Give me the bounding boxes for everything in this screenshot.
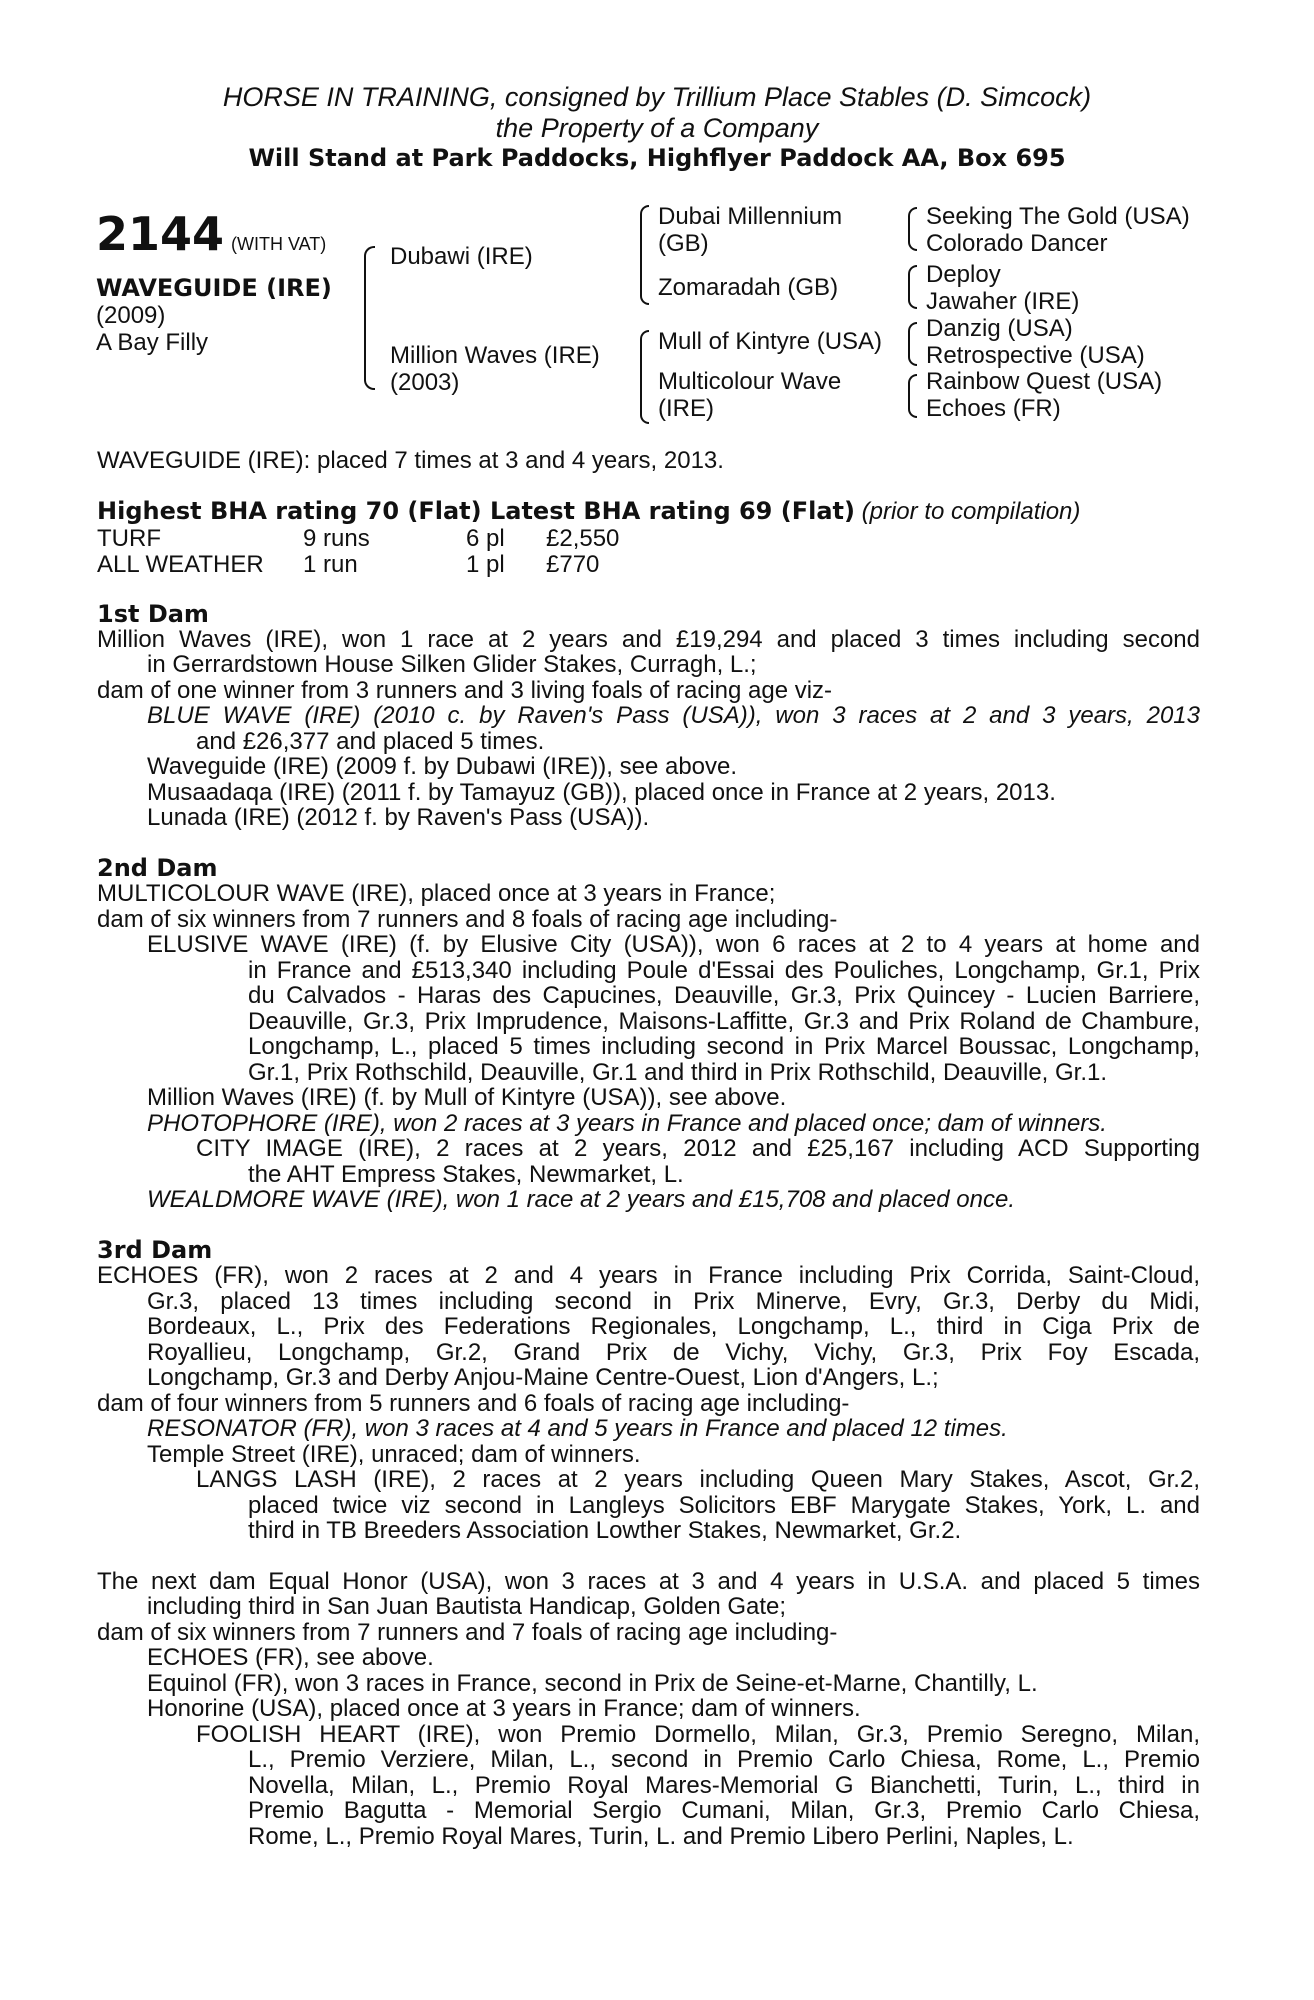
dam-dam-line2: (IRE) [658,395,714,422]
first-dam-heading: 1st Dam [97,600,209,628]
pedigree-brace [908,374,917,418]
pedigree-sss: Seeking The Gold (USA) [926,203,1190,230]
record-placed: 6 pl [466,525,505,552]
stand-location: Will Stand at Park Paddocks, Highflyer Paddock AA, Box 695 [248,144,1066,172]
next-dam-line: Premio Bagutta - Memorial Sergio Cumani, Milan, Gr.3, Premio Carlo Chiesa, [248,1797,1200,1824]
first-dam-line: and £26,377 and placed 5 times. [196,728,545,755]
third-dam-line: dam of four winners from 5 runners and 6 foals of racing age including- [97,1390,850,1417]
first-dam-line: Waveguide (IRE) (2009 f. by Dubawi (IRE)), see above. [147,753,738,780]
sire-dam: Zomaradah (GB) [658,274,839,301]
next-dam-line: Honorine (USA), placed once at 3 years in France; dam of winners. [147,1695,861,1722]
pedigree-sds: Deploy [926,261,1001,288]
third-dam-line: Longchamp, Gr.3 and Derby Anjou-Maine Centre-Ouest, Lion d'Angers, L.; [147,1364,939,1391]
foaling-year: (2009) [96,302,166,329]
dam-line1: Million Waves (IRE) [390,342,600,369]
second-dam-line: PHOTOPHORE (IRE), won 2 races at 3 years in France and placed once; dam of winners. [147,1110,1107,1137]
record-placed: 1 pl [466,551,505,578]
horse-name: WAVEGUIDE (IRE) [96,274,332,302]
next-dam-line: FOOLISH HEART (IRE), won Premio Dormello, Milan, Gr.3, Premio Seregno, Milan, [196,1721,1200,1748]
pedigree-dsd: Retrospective (USA) [926,342,1145,369]
second-dam-line: WEALDMORE WAVE (IRE), won 1 race at 2 years and £15,708 and placed once. [147,1186,1015,1213]
pedigree-brace [640,205,649,305]
consignment-line: HORSE IN TRAINING, consigned by Trillium Place Stables (D. Simcock) [222,82,1092,112]
next-dam-line: Equinol (FR), won 3 races in France, second in Prix de Seine-et-Marne, Chantilly, L. [147,1670,1038,1697]
horse-description: A Bay Filly [96,329,209,356]
first-dam-line: dam of one winner from 3 runners and 3 living foals of racing age viz- [97,677,833,704]
sire: Dubawi (IRE) [390,243,533,270]
second-dam-line: the AHT Empress Stakes, Newmarket, L. [248,1161,684,1188]
pedigree-brace [908,207,917,251]
dam-line2: (2003) [390,369,460,396]
next-dam-line: ECHOES (FR), see above. [147,1644,434,1671]
lot-number-block [96,207,326,261]
sire-sire-line1: Dubai Millennium [658,203,843,230]
second-dam-line: CITY IMAGE (IRE), 2 races at 2 years, 2012 and £25,167 including ACD Supporting [196,1135,1200,1162]
pedigree-ddd: Echoes (FR) [926,395,1061,422]
next-dam-line: Novella, Milan, L., Premio Royal Mares-Memorial G Bianchetti, Turin, L., third in [248,1772,1200,1799]
second-dam-line: ELUSIVE WAVE (IRE) (f. by Elusive City (USA)), won 6 races at 2 to 4 years at home and [147,931,1200,958]
second-dam-line: du Calvados - Haras des Capucines, Deauville, Gr.3, Prix Quincey - Lucien Barriere, [248,982,1200,1009]
record-surface: TURF [97,525,161,552]
record-runs: 1 run [303,551,358,578]
pedigree-brace [908,265,917,309]
next-dam-line: dam of six winners from 7 runners and 7 foals of racing age including- [97,1619,838,1646]
second-dam-line: Longchamp, L., placed 5 times including second in Prix Marcel Boussac, Longchamp, [248,1033,1200,1060]
third-dam-line: third in TB Breeders Association Lowther Stakes, Newmarket, Gr.2. [248,1517,962,1544]
next-dam-line: L., Premio Verziere, Milan, L., second in Premio Carlo Chiesa, Rome, L., Premio [248,1746,1200,1773]
next-dam-line: The next dam Equal Honor (USA), won 3 races at 3 and 4 years in U.S.A. and placed 5 times [97,1568,1200,1595]
second-dam-line: MULTICOLOUR WAVE (IRE), placed once at 3 years in France; [97,880,776,907]
pedigree-brace [640,330,649,424]
next-dam-line: including third in San Juan Bautista Handicap, Golden Gate; [147,1593,787,1620]
first-dam-line: Musaadaqa (IRE) (2011 f. by Tamayuz (GB)), placed once in France at 2 years, 2013. [147,779,1056,806]
dam-sire: Mull of Kintyre (USA) [658,328,883,355]
bha-rating [97,499,1080,525]
lot-number: 2144 [96,207,225,261]
rating-values: Highest BHA rating 70 (Flat) Latest BHA rating 69 (Flat) [97,497,855,525]
race-summary: WAVEGUIDE (IRE): placed 7 times at 3 and 4 years, 2013. [97,447,724,474]
third-dam-line: LANGS LASH (IRE), 2 races at 2 years including Queen Mary Stakes, Ascot, Gr.2, [196,1466,1200,1493]
third-dam-heading: 3rd Dam [97,1236,213,1264]
next-dam-line: Rome, L., Premio Royal Mares, Turin, L. and Premio Libero Perlini, Naples, L. [248,1823,1074,1850]
record-surface: ALL WEATHER [97,551,264,578]
pedigree-dds: Rainbow Quest (USA) [926,368,1163,395]
pedigree-brace [908,322,917,366]
first-dam-line: Million Waves (IRE), won 1 race at 2 years and £19,294 and placed 3 times including second [97,626,1200,653]
record-runs: 9 runs [303,525,370,552]
second-dam-line: dam of six winners from 7 runners and 8 foals of racing age including- [97,906,838,933]
third-dam-line: Bordeaux, L., Prix des Federations Regionales, Longchamp, L., third in Ciga Prix de [147,1313,1200,1340]
dam-dam-line1: Multicolour Wave [658,368,842,395]
pedigree-sdd: Jawaher (IRE) [926,288,1080,315]
third-dam-line: Royallieu, Longchamp, Gr.2, Grand Prix de Vichy, Vichy, Gr.3, Prix Foy Escada, [147,1339,1200,1366]
third-dam-line: Temple Street (IRE), unraced; dam of winners. [147,1441,641,1468]
third-dam-line: RESONATOR (FR), won 3 races at 4 and 5 years in France and placed 12 times. [147,1415,1008,1442]
second-dam-line: Million Waves (IRE) (f. by Mull of Kintyre (USA)), see above. [147,1084,787,1111]
second-dam-line: Gr.1, Prix Rothschild, Deauville, Gr.1 and third in Prix Rothschild, Deauville, Gr.1. [248,1059,1108,1086]
rating-note: (prior to compilation) [861,498,1081,525]
pedigree-dss: Danzig (USA) [926,315,1073,342]
record-prize: £2,550 [546,525,620,552]
second-dam-line: Deauville, Gr.3, Prix Imprudence, Maisons-Laffitte, Gr.3 and Prix Roland de Chambure, [248,1008,1200,1035]
first-dam-line: Lunada (IRE) (2012 f. by Raven's Pass (USA)). [147,804,650,831]
second-dam-line: in France and £513,340 including Poule d'Essai des Pouliches, Longchamp, Gr.1, Prix [248,957,1200,984]
pedigree-brace [364,246,375,390]
record-prize: £770 [546,551,600,578]
third-dam-line: Gr.3, placed 13 times including second in Prix Minerve, Evry, Gr.3, Derby du Midi, [147,1288,1200,1315]
sire-sire-line2: (GB) [658,230,709,257]
first-dam-line: in Gerrardstown House Silken Glider Stakes, Curragh, L.; [147,651,757,678]
vat-label: (WITH VAT) [230,234,327,254]
third-dam-line: placed twice viz second in Langleys Solicitors EBF Marygate Stakes, York, L. and [248,1492,1200,1519]
second-dam-heading: 2nd Dam [97,854,218,882]
third-dam-line: ECHOES (FR), won 2 races at 2 and 4 years in France including Prix Corrida, Saint-Cloud, [97,1262,1200,1289]
pedigree-ssd: Colorado Dancer [926,230,1108,257]
property-line: the Property of a Company [495,113,819,143]
first-dam-line: BLUE WAVE (IRE) (2010 c. by Raven's Pass (USA)), won 3 races at 2 and 3 years, 2013 [147,702,1200,729]
